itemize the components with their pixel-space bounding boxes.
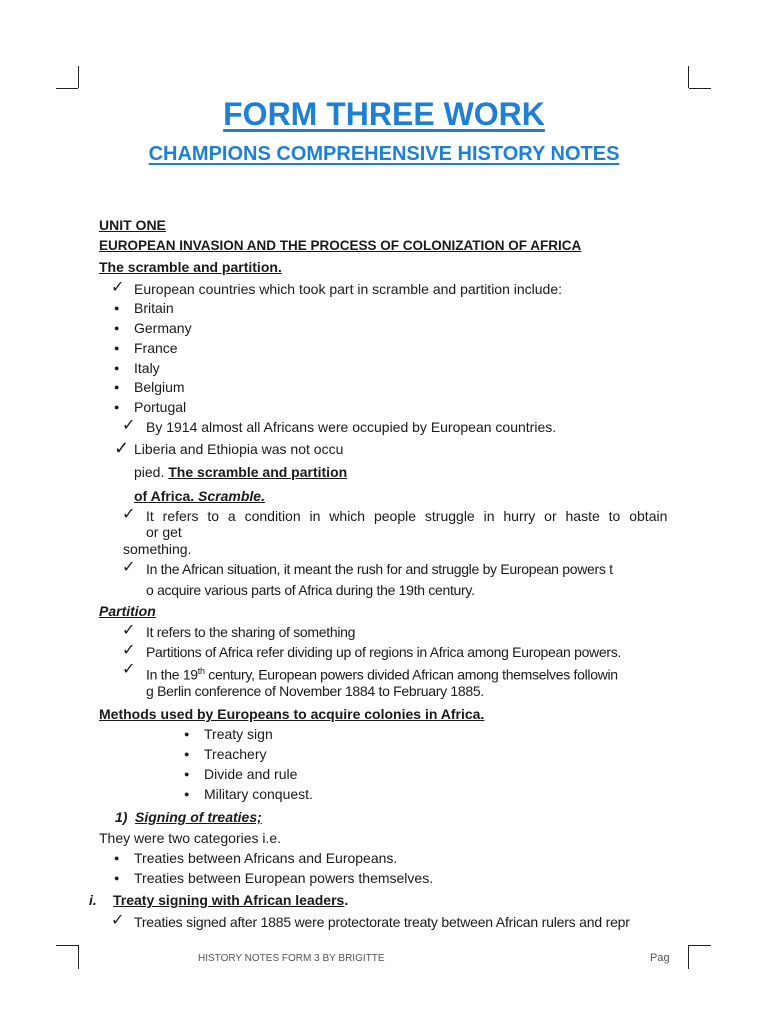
- section-heading-partition: Partition: [99, 603, 156, 619]
- list-item: Treaties between European powers themselves.: [134, 870, 434, 886]
- superscript: th: [197, 666, 205, 676]
- check-icon: ✓: [122, 506, 136, 523]
- bullet-icon: ●: [184, 769, 190, 779]
- text-run: of Africa.: [134, 488, 199, 504]
- crop-mark-top-left: [78, 66, 79, 88]
- footer-text: HISTORY NOTES FORM 3 BY BRIGITTE: [198, 953, 385, 964]
- crop-mark-bottom-left: [56, 945, 78, 946]
- list-item: Italy: [134, 360, 160, 376]
- text-run: In the 19: [146, 666, 198, 683]
- paragraph-1914: By 1914 almost all Africans were occupied by European countries.: [146, 419, 557, 435]
- crop-mark-top-left: [56, 88, 78, 89]
- section-heading-scramble: The scramble and partition.: [99, 259, 282, 275]
- scramble-definition: It refers to a condition in which people struggle in hurry or haste to obtain: [146, 508, 668, 524]
- partition-definition: It refers to the sharing of something: [146, 624, 356, 640]
- inline-heading-scramble: Scramble.: [198, 488, 265, 504]
- list-item: France: [134, 340, 178, 356]
- signing-heading: Signing of treaties;: [135, 809, 262, 825]
- check-icon: ✓: [122, 559, 136, 576]
- bullet-icon: ●: [114, 323, 120, 333]
- list-item: Treaty sign: [204, 726, 273, 742]
- text-run: pied.: [134, 464, 169, 480]
- paragraph-liberia: Liberia and Ethiopia was not occu: [134, 441, 344, 457]
- list-item: Belgium: [134, 379, 185, 395]
- list-item: Britain: [134, 300, 174, 316]
- list-item: Portugal: [134, 399, 187, 415]
- unit-topic: EUROPEAN INVASION AND THE PROCESS OF COLONIZATION OF AFRICA: [99, 238, 582, 253]
- check-icon: ✓: [111, 912, 125, 929]
- roman-numeral: i.: [89, 892, 97, 908]
- treaties-after-1885: Treaties signed after 1885 were protectorate treaty between African rulers and repr: [134, 914, 630, 930]
- african-situation: In the African situation, it meant the rush for and struggle by European powers t: [146, 561, 613, 577]
- bullet-icon: ●: [114, 303, 120, 313]
- text-run: .: [344, 892, 349, 908]
- paragraph-liberia-cont: [134, 463, 347, 481]
- bullet-icon: ●: [114, 853, 120, 863]
- scramble-definition-end: something.: [123, 541, 192, 557]
- bullet-icon: ●: [114, 382, 120, 392]
- list-item: Treachery: [204, 746, 267, 762]
- text-run: century, European powers divided African among themselves followin: [204, 666, 618, 683]
- inline-heading-scramble-partition: The scramble and partition: [168, 464, 348, 480]
- crop-mark-bottom-left: [78, 945, 79, 969]
- bullet-icon: ●: [184, 749, 190, 759]
- crop-mark-bottom-right: [688, 945, 689, 969]
- list-item: Germany: [134, 320, 192, 336]
- crop-mark-top-right: [689, 88, 711, 89]
- bullet-icon: ●: [114, 873, 120, 883]
- list-number: 1): [115, 809, 128, 825]
- check-icon: ✓: [122, 642, 136, 659]
- bullet-icon: ●: [114, 402, 120, 412]
- inline-heading-africa: [134, 487, 265, 505]
- unit-label: UNIT ONE: [99, 217, 166, 233]
- page-subtitle: CHAMPIONS COMPREHENSIVE HISTORY NOTES: [148, 143, 620, 165]
- two-categories: They were two categories i.e.: [99, 830, 282, 846]
- countries-intro: European countries which took part in scramble and partition include:: [134, 281, 563, 297]
- bullet-icon: ●: [184, 789, 190, 799]
- page-title: FORM THREE WORK: [223, 96, 545, 132]
- footer-page: Pag: [650, 952, 670, 964]
- century-paragraph: [146, 662, 618, 684]
- century-paragraph-cont: g Berlin conference of November 1884 to February 1885.: [146, 683, 484, 699]
- list-item: Military conquest.: [204, 786, 313, 802]
- check-icon: ✓: [114, 438, 130, 458]
- bullet-icon: ●: [114, 343, 120, 353]
- text-run: Treaty signing with African leaders: [113, 892, 345, 908]
- check-icon: ✓: [122, 661, 136, 678]
- methods-heading: Methods used by Europeans to acquire colonies in Africa.: [99, 706, 485, 722]
- check-icon: ✓: [111, 279, 125, 296]
- crop-mark-top-right: [688, 66, 689, 88]
- treaty-african-heading: [113, 891, 348, 909]
- list-item: Treaties between Africans and Europeans.: [134, 850, 398, 866]
- bullet-icon: ●: [114, 363, 120, 373]
- list-item: Divide and rule: [204, 766, 298, 782]
- check-icon: ✓: [122, 417, 136, 434]
- crop-mark-bottom-right: [689, 945, 711, 946]
- partitions-africa: Partitions of Africa refer dividing up of regions in Africa among European powers.: [146, 644, 622, 660]
- scramble-definition-cont: or get: [146, 524, 182, 540]
- check-icon: ✓: [122, 622, 136, 639]
- bullet-icon: ●: [184, 729, 190, 739]
- african-situation-cont: o acquire various parts of Africa during the 19th century.: [146, 582, 475, 598]
